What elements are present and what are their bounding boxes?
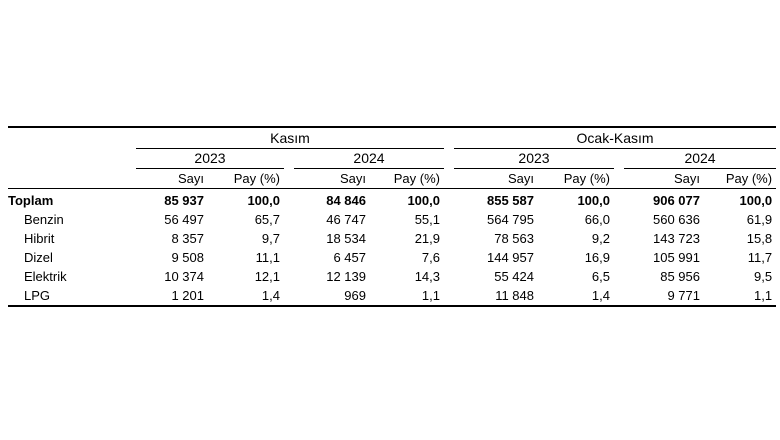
cell-value: 1,4 — [208, 286, 284, 306]
cell-value: 11,1 — [255, 250, 280, 265]
row-label: Benzin — [24, 212, 64, 227]
year-header: 2024 — [624, 149, 776, 169]
group-header-row — [8, 127, 776, 149]
cell-value: 9 508 — [171, 250, 204, 265]
row-label: Dizel — [24, 250, 53, 265]
sub-header-count: Sayı — [136, 169, 208, 189]
table-row-elektrik — [8, 267, 776, 286]
cell-value: 1,1 — [704, 286, 776, 306]
cell-value: 15,8 — [746, 231, 773, 246]
row-label: Elektrik — [24, 269, 67, 284]
cell-value: 16,9 — [584, 250, 610, 265]
cell-value: 66,0 — [584, 212, 610, 227]
year-header: 2023 — [454, 149, 614, 169]
cell-value: 564 795 — [487, 212, 534, 227]
table-row-hibrit — [8, 229, 776, 248]
cell-value: 55,1 — [414, 212, 440, 227]
row-label: LPG — [8, 286, 136, 306]
cell-value: 14,3 — [414, 269, 440, 284]
cell-value: 11 848 — [454, 286, 538, 306]
cell-value: 100,0 — [577, 193, 610, 208]
cell-value: 6,5 — [591, 269, 610, 284]
cell-value: 1 201 — [136, 286, 208, 306]
cell-value: 9 771 — [624, 286, 704, 306]
sub-header-share: Pay (%) — [538, 169, 614, 189]
cell-value: 65,7 — [254, 212, 280, 227]
vehicle-fuel-table — [8, 126, 776, 307]
cell-value: 6 457 — [333, 250, 366, 265]
cell-value: 12,1 — [254, 269, 280, 284]
sub-header-count: Sayı — [454, 169, 538, 189]
cell-value: 855 587 — [487, 193, 534, 208]
cell-value: 143 723 — [653, 231, 700, 246]
year-header: 2023 — [136, 149, 284, 169]
table-row-toplam — [8, 189, 776, 211]
group-header-ocak-kasim: Ocak-Kasım — [454, 127, 776, 149]
cell-value: 105 991 — [653, 250, 700, 265]
row-label: Hibrit — [24, 231, 55, 246]
row-label: Toplam — [8, 193, 54, 208]
group-header-kasim: Kasım — [136, 127, 444, 149]
cell-value: 969 — [294, 286, 370, 306]
sub-header-count: Sayı — [294, 169, 370, 189]
cell-value: 906 077 — [653, 193, 700, 208]
cell-value: 9,2 — [591, 231, 610, 246]
cell-value: 1,4 — [538, 286, 614, 306]
cell-value: 100,0 — [407, 193, 440, 208]
cell-value: 55 424 — [494, 269, 534, 284]
table-row-benzin — [8, 210, 776, 229]
cell-value: 1,1 — [370, 286, 444, 306]
cell-value: 10 374 — [164, 269, 204, 284]
cell-value: 100,0 — [739, 193, 773, 208]
data-table-container — [8, 126, 776, 307]
cell-value: 7,6 — [421, 250, 440, 265]
cell-value: 9,7 — [261, 231, 280, 246]
year-header-row — [8, 149, 776, 169]
cell-value: 56 497 — [164, 212, 204, 227]
sub-header-count: Sayı — [624, 169, 704, 189]
cell-value: 85 937 — [164, 193, 204, 208]
cell-value: 11,7 — [747, 250, 773, 265]
cell-value: 560 636 — [653, 212, 700, 227]
sub-header-share: Pay (%) — [208, 169, 284, 189]
cell-value: 21,9 — [414, 231, 440, 246]
cell-value: 78 563 — [494, 231, 534, 246]
cell-value: 18 534 — [326, 231, 366, 246]
cell-value: 85 956 — [660, 269, 700, 284]
cell-value: 12 139 — [326, 269, 366, 284]
cell-value: 61,9 — [746, 212, 773, 227]
cell-value: 100,0 — [247, 193, 280, 208]
table-row-dizel — [8, 248, 776, 267]
cell-value: 46 747 — [326, 212, 366, 227]
cell-value: 9,5 — [753, 269, 773, 284]
cell-value: 144 957 — [487, 250, 534, 265]
table-row-lpg — [8, 286, 776, 306]
cell-value: 8 357 — [171, 231, 204, 246]
year-header: 2024 — [294, 149, 444, 169]
sub-header-row — [8, 169, 776, 189]
sub-header-share: Pay (%) — [370, 169, 444, 189]
cell-value: 84 846 — [326, 193, 366, 208]
sub-header-share: Pay (%) — [704, 169, 776, 189]
